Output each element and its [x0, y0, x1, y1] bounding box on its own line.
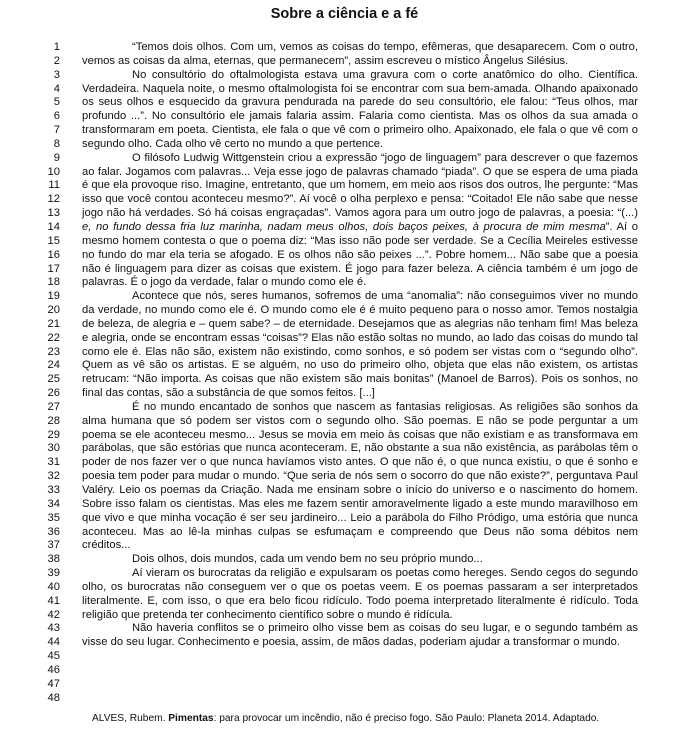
line-number: 32	[47, 470, 60, 483]
line-number: 14	[47, 220, 60, 233]
line-number: 41	[47, 594, 60, 607]
line-number: 43	[47, 622, 60, 635]
citation-book-title: Pimentas	[168, 713, 214, 724]
line-numbers	[44, 41, 60, 706]
line-number: 30	[47, 442, 60, 455]
line-number: 8	[53, 137, 60, 150]
text-body	[82, 41, 638, 650]
line-number: 36	[47, 525, 60, 538]
text-title: Sobre a ciência e a fé	[270, 6, 419, 22]
line-number: 24	[47, 359, 60, 372]
line-number: 33	[47, 484, 60, 496]
line-number: 42	[47, 608, 60, 621]
line-number: 40	[47, 580, 60, 593]
line-number: 7	[53, 124, 60, 137]
line-number: 16	[47, 248, 60, 261]
line-number: 35	[47, 511, 60, 524]
line-number: 1	[53, 41, 60, 53]
paragraph: Aí vieram os burocratas da religião e expulsaram os poetas como hereges. Sendo cegos do segundo olho, os burocratas não conseguem ver o que os poetas veem. E os poemas passaram a ser interpretados literalmente. E, com isso, o que era belo ficou ridículo. Todo poema interpretado literalmente é ridículo. Toda religião que pretenda ter conhecimento científico sobre o mundo é ridícula.	[82, 567, 638, 621]
line-number: 34	[47, 497, 60, 510]
paragraph: O filósofo Ludwig Wittgenstein criou a expressão “jogo de linguagem” para descrever o que fazemos ao falar. Jogamos com palavras... Veja esse jogo de palavras chamado “piada”. O que se espera de uma piada é que ela provoque riso. Imagine, entretanto, que um homem, em meio aos risos dos outros, lhe pergunte: “Mas isso que você contou aconteceu mesmo?”. Aí você o olha perplexo e pensa: “Coitado! Ele não sabe que nesse jogo não há verdades. Só há coisas engraçadas”. Vamos agora para um outro jogo de palavras, a poesia: “(...) e, no fundo dessa fria luz marinha, nadam meus olhos, dois baços peixes, à procura de mim mesma”. Aí o mesmo homem contesta o que o poema diz: “Mas isso não pode ser verdade. Se a Cecília Meireles estivesse no fundo do mar ela teria se afogado. E os olhos não são peixes ...”. Pobre homem... Não sabe que a poesia não é linguagem para dizer as coisas que existem. É jogo para fazer beleza. A ciência também é um jogo de palavras. É o jogo da verdade, falar o mundo como ele é.	[82, 151, 638, 289]
line-number: 46	[47, 663, 60, 676]
line-number: 31	[47, 456, 60, 469]
line-number: 48	[47, 691, 60, 704]
line-number: 13	[47, 207, 60, 220]
line-number: 45	[47, 650, 60, 663]
line-number: 27	[47, 400, 60, 413]
line-number: 47	[47, 677, 60, 690]
line-number: 3	[53, 68, 60, 81]
paragraph: Dois olhos, dois mundos, cada um vendo bem no seu próprio mundo...	[132, 553, 483, 566]
line-number: 5	[53, 96, 60, 109]
line-number: 18	[47, 276, 60, 289]
paragraph: “Temos dois olhos. Com um, vemos as coisas do tempo, efêmeras, que desaparecem. Com o outro, vemos as coisas da alma, eternas, que permanecem”, assim escreveu o místico Ângelus Silésius.	[82, 41, 638, 67]
paragraph: É no mundo encantado de sonhos que nascem as fantasias religiosas. As religiões são sonhos da alma humana que só podem ser vistos com o segundo olho. São poemas. E não se pode perguntar a um poema se ele aconteceu mesmo... Jesus se movia em meio às coisas que não existiam e as transformava em parábolas, que são estórias que nunca aconteceram. E, não obstante a sua não existência, as parábolas têm o poder de nos fazer ver o que nunca havíamos visto antes. O que não é, o que nunca existiu, o que é sonho e poesia tem poder para mudar o mundo. “Que seria de nós sem o socorro do que não existe?”, perguntava Paul Valéry. Leio os poemas da Criação. Nada me ensinam sobre o início do universo e o nascimento do homem. Sobre isso falam os cientistas. Mas eles me fazem sentir amoravelmente ligado a este mundo maravilhoso em que vivo e que minha vocação é ser seu jardineiro... Leio a parábola do Filho Pródigo, uma estória que nunca aconteceu. Mas ao lê-la minhas culpas se esfumaçam e compreendo que Deus não soma débitos nem créditos...	[82, 400, 638, 552]
line-number: 20	[47, 304, 60, 317]
paragraph: No consultório do oftalmologista estava uma gravura com o corte anatômico do olho. Científica. Verdadeira. Naquela noite, o mesmo oftalmologista foi se encontrar com sua bem-amada. Olhando apaixonado os seus olhos e esquecido da gravura pendurada na parede do seu consultório, ele falou: “Teus olhos, mar profundo ...”. No consultório ele jamais falaria assim. Falaria como cientista. Mas os olhos da sua amada o transformaram em poeta. Cientista, ele fala o que vê com o primeiro olho. Apaixonado, ele fala o que vê com o segundo olho. Cada olho vê certo no mundo a que pertence.	[82, 68, 638, 150]
paragraph: Acontece que nós, seres humanos, sofremos de uma “anomalia”: não conseguimos viver no mundo da verdade, no mundo como ele é. O mundo como ele é é muito pequeno para o nosso amor. Temos nostalgia de beleza, de alegria e – quem sabe? – de eternidade. Desejamos que as alegrias não tenham fim! Mas beleza e alegria, onde se encontram essas “coisas”? Elas não estão soltas no mundo, ao lado das coisas do mundo tal como ele é. Elas não são, existem não existindo, como sonhos, e só podem ser vistas com o “segundo olho”. Quem as vê são os artistas. E se alguém, no uso do primeiro olho, objeta que elas não existem, os artistas retrucam: “Não importa. As coisas que não existem são mais bonitas” (Manoel de Barros). Pois os sonhos, no final das contas, são a substância de que somos feitos. [...]	[82, 290, 638, 400]
poem-quote: e, no fundo dessa fria luz marinha, nadam meus olhos, dois baços peixes, à procura de mim mesma	[82, 220, 606, 233]
line-number: 11	[48, 179, 60, 192]
line-number: 26	[47, 387, 60, 400]
line-number: 2	[53, 54, 60, 67]
line-number: 12	[47, 193, 60, 206]
line-number: 29	[47, 428, 60, 441]
line-number: 9	[53, 151, 60, 164]
line-number: 6	[53, 110, 60, 123]
line-number: 28	[47, 414, 60, 427]
line-number: 25	[47, 373, 60, 386]
source-citation	[92, 712, 652, 725]
line-number: 19	[47, 290, 60, 303]
citation-author: ALVES, Rubem.	[92, 713, 169, 724]
line-number: 21	[47, 317, 60, 330]
line-number: 23	[47, 345, 60, 358]
line-number: 44	[47, 636, 60, 649]
line-number: 17	[47, 262, 60, 275]
citation-details: : para provocar um incêndio, não é preciso fogo. São Paulo: Planeta 2014. Adaptado.	[213, 713, 600, 724]
line-number: 22	[47, 331, 60, 344]
line-number: 4	[53, 82, 60, 95]
line-number: 15	[47, 234, 60, 247]
line-number: 38	[47, 553, 60, 566]
paragraph: Não haveria conflitos se o primeiro olho visse bem as coisas do seu lugar, e o segundo também as visse do seu lugar. Conhecimento e poesia, assim, de mãos dadas, poderiam ajudar a transformar o mundo.	[82, 622, 638, 649]
line-number: 10	[47, 165, 60, 178]
line-number: 39	[47, 567, 60, 580]
line-number: 37	[47, 539, 60, 552]
